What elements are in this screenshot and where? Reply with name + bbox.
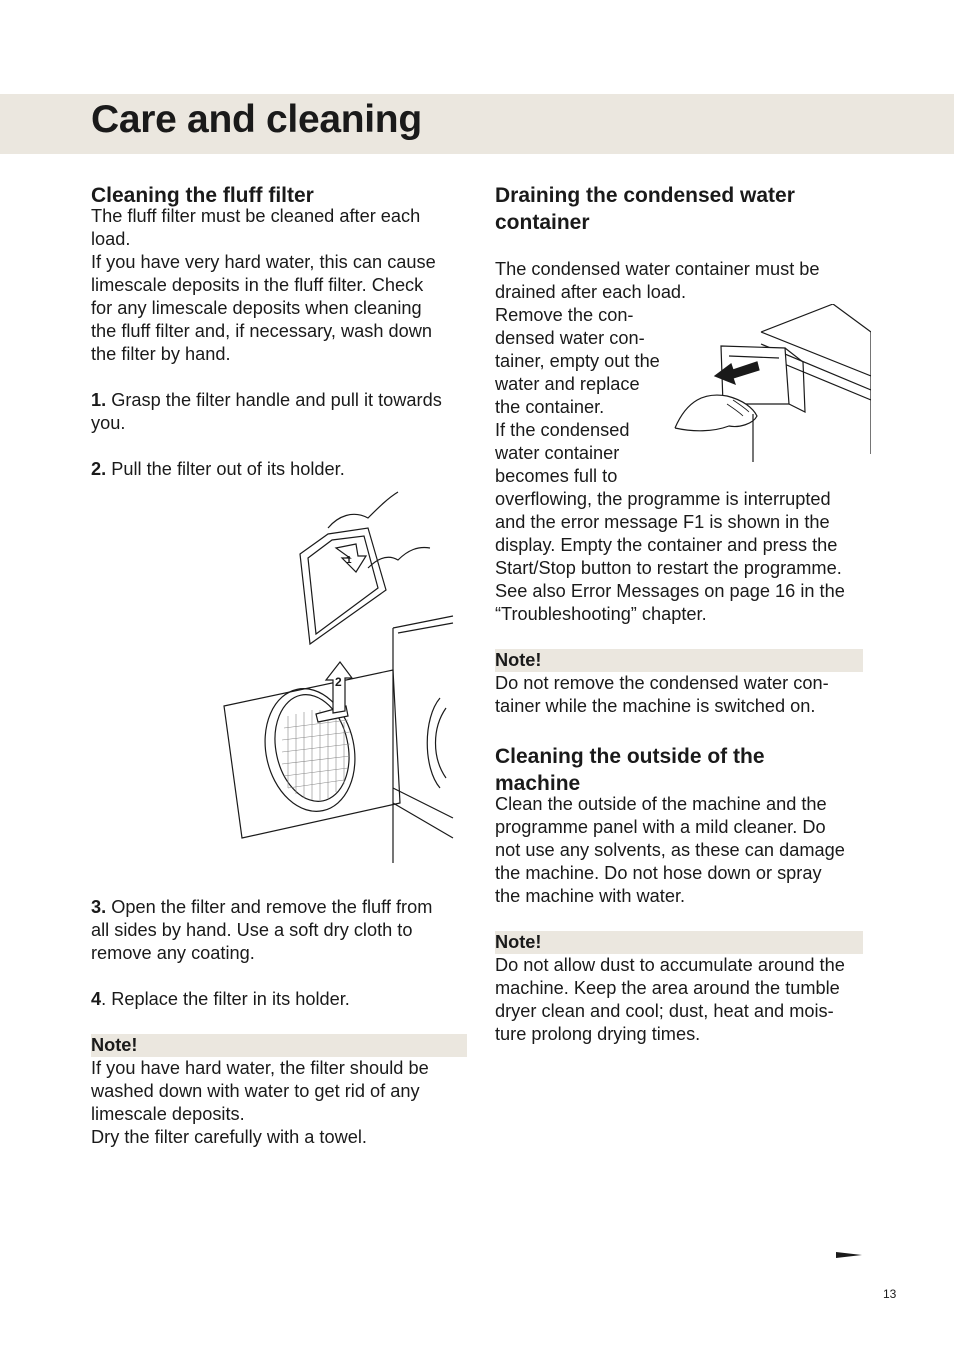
- heading-line: Cleaning the outside of the: [495, 745, 765, 768]
- text-line: Clean the outside of the machine and the: [495, 794, 827, 814]
- text-line: The condensed water container must be: [495, 259, 820, 279]
- text-line: becomes full to: [495, 466, 618, 486]
- text-line: Remove the con-: [495, 305, 634, 325]
- text-line: drained after each load.: [495, 282, 687, 302]
- step-number: 2.: [91, 459, 107, 479]
- text-line: washed down with water to get rid of any: [91, 1081, 420, 1101]
- text-line: If the condensed: [495, 420, 630, 440]
- text-line: Dry the filter carefully with a towel.: [91, 1127, 367, 1147]
- page-title: Care and cleaning: [91, 98, 422, 141]
- section-heading-outside: [495, 743, 867, 797]
- filter-removal-illustration: [218, 488, 458, 864]
- text-line: for any limescale deposits when cleaning: [91, 298, 422, 318]
- text-line: tainer, empty out the: [495, 351, 660, 371]
- text-line: display. Empty the container and press the: [495, 535, 838, 555]
- text-line: and the error message F1 is shown in the: [495, 512, 830, 532]
- section-heading-fluff-filter: Cleaning the fluff filter: [91, 184, 314, 207]
- text-line: If you have hard water, the filter should be: [91, 1058, 429, 1078]
- text-line: The fluff filter must be cleaned after each: [91, 206, 421, 226]
- heading-line: container: [495, 211, 590, 234]
- text-line: machine. Keep the area around the tumble: [495, 978, 840, 998]
- section-heading-draining: [495, 182, 867, 236]
- text-line: overflowing, the programme is interrupted: [495, 489, 831, 509]
- arrow-label-1: 1: [346, 555, 352, 566]
- text-line: tainer while the machine is switched on.: [495, 696, 816, 716]
- text-line: Open the filter and remove the fluff from: [106, 897, 433, 917]
- text-line: dryer clean and cool; dust, heat and mois-: [495, 1001, 834, 1021]
- text-line: the fluff filter and, if necessary, wash down: [91, 321, 433, 341]
- step-number: 1.: [91, 390, 107, 410]
- draining-continued-text: [495, 488, 867, 626]
- text-line: water container: [495, 443, 620, 463]
- text-line: the filter by hand.: [91, 344, 231, 364]
- page-number: 13: [883, 1287, 897, 1301]
- text-line: you.: [91, 413, 126, 433]
- note-heading: Note!: [495, 931, 863, 954]
- text-line: Pull the filter out of its holder.: [106, 459, 345, 479]
- water-container-illustration: [673, 304, 871, 484]
- text-line: all sides by hand. Use a soft dry cloth to: [91, 920, 413, 940]
- text-line: Do not remove the condensed water con-: [495, 673, 829, 693]
- note-body: [495, 954, 867, 1046]
- draining-intro: [495, 258, 867, 304]
- step-2: [91, 458, 463, 481]
- text-line: water and replace: [495, 374, 640, 394]
- step-number: 3.: [91, 897, 107, 917]
- text-line: remove any coating.: [91, 943, 255, 963]
- step-number: 4: [91, 989, 102, 1009]
- step-4: [91, 988, 463, 1011]
- text-line: the machine. Do not hose down or spray: [495, 863, 822, 883]
- fluff-filter-intro: [91, 205, 463, 366]
- text-line: “Troubleshooting” chapter.: [495, 604, 707, 624]
- text-line: limescale deposits.: [91, 1104, 245, 1124]
- note-body: [495, 672, 867, 718]
- heading-line: machine: [495, 772, 581, 795]
- note-body: [91, 1057, 463, 1149]
- next-page-arrow-icon: [836, 1250, 862, 1260]
- text-line: See also Error Messages on page 16 in the: [495, 581, 845, 601]
- text-line: . Replace the filter in its holder.: [101, 989, 350, 1009]
- text-line: the container.: [495, 397, 605, 417]
- arrow-label-2: 2: [335, 675, 342, 689]
- text-line: Start/Stop button to restart the programme.: [495, 558, 842, 578]
- text-line: If you have very hard water, this can cause: [91, 252, 436, 272]
- text-line: the machine with water.: [495, 886, 686, 906]
- right-column: [495, 181, 867, 1046]
- note-heading: Note!: [495, 649, 863, 672]
- step-1: [91, 389, 463, 435]
- text-line: densed water con-: [495, 328, 645, 348]
- text-line: not use any solvents, as these can damage: [495, 840, 845, 860]
- text-line: limescale deposits in the fluff filter. Check: [91, 275, 424, 295]
- note-heading: Note!: [91, 1034, 467, 1057]
- step-3: [91, 896, 463, 965]
- text-line: Do not allow dust to accumulate around the: [495, 955, 845, 975]
- text-line: Grasp the filter handle and pull it towards: [106, 390, 442, 410]
- text-line: load.: [91, 229, 131, 249]
- outside-text: [495, 793, 867, 908]
- text-line: ture prolong drying times.: [495, 1024, 701, 1044]
- heading-line: Draining the condensed water: [495, 184, 795, 207]
- text-line: programme panel with a mild cleaner. Do: [495, 817, 826, 837]
